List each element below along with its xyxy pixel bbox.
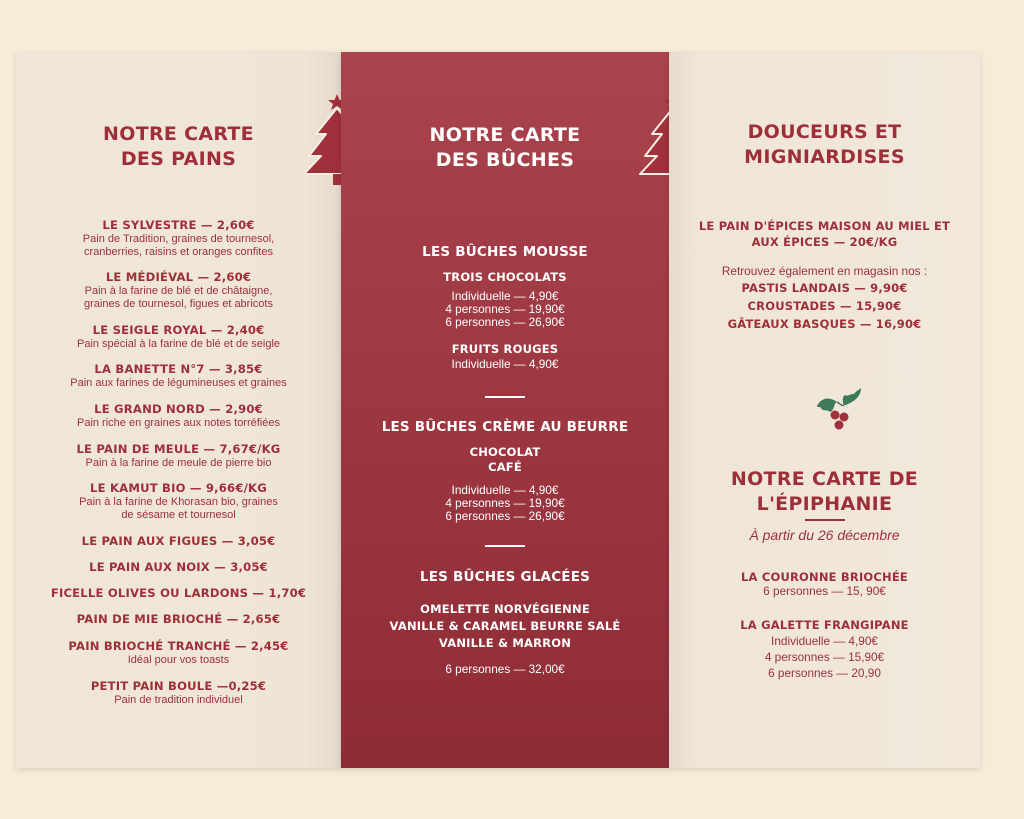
divider — [805, 519, 845, 521]
price-line: 6 personnes — 26,90€ — [445, 509, 565, 523]
pain-item: LA BANETTE N°7 — 3,85€ Pain aux farines de légumineuses et graines — [70, 362, 287, 389]
price-line: 4 personnes — 19,90€ — [445, 302, 565, 316]
price-line: 6 personnes — 15, 90€ — [763, 584, 886, 598]
holly-icon — [813, 384, 865, 436]
magasin-item: GÂTEAUX BASQUES — 16,90€ — [727, 317, 922, 331]
divider — [485, 396, 525, 398]
pain-item: PETIT PAIN BOULE —0,25€ Pain de tradition individuel — [90, 679, 267, 706]
price-line: Individuelle — 4,90€ — [451, 289, 559, 303]
price-line: Individuelle — 4,90€ — [451, 483, 559, 497]
flavor: VANILLE & CARAMEL BEURRE SALÉ — [389, 619, 621, 633]
panel-douceurs — [669, 52, 980, 768]
epiphanie-subtitle: À partir du 26 décembre — [749, 527, 900, 543]
divider — [485, 545, 525, 547]
buches-title: NOTRE CARTE DES BÛCHES — [429, 124, 581, 171]
flavor: CHOCOLAT — [469, 445, 541, 459]
pain-item: LE MÉDIÉVAL — 2,60€ Pain à la farine de blé et de châtaigne, graines de tournesol, figues et abricots — [84, 270, 273, 310]
pain-item: PAIN DE MIE BRIOCHÉ — 2,65€ — [76, 612, 281, 626]
price-line: 6 personnes — 32,00€ — [445, 662, 565, 676]
price-line: Individuelle — 4,90€ — [451, 357, 559, 371]
pain-epices: AUX ÉPICES — 20€/KG — [751, 235, 898, 249]
magasin-item: PASTIS LANDAIS — 9,90€ — [741, 281, 908, 295]
pain-item: PAIN BRIOCHÉ TRANCHÉ — 2,45€ Idéal pour vos toasts — [68, 639, 289, 666]
panel-pains — [16, 52, 341, 768]
price-line: 6 personnes — 20,90 — [768, 666, 881, 680]
panel-buches — [341, 52, 669, 768]
fruits-rouges-name: FRUITS ROUGES — [451, 342, 559, 356]
flavor: VANILLE & MARRON — [438, 636, 572, 650]
epiphanie-title: NOTRE CARTE DE L'ÉPIPHANIE — [730, 468, 919, 515]
price-line: Individuelle — 4,90€ — [771, 634, 878, 648]
pain-item: LE PAIN AUX FIGUES — 3,05€ — [81, 534, 276, 548]
price-line: 6 personnes — 26,90€ — [445, 315, 565, 329]
pain-item: LE SYLVESTRE — 2,60€ Pain de Tradition, graines de tournesol, cranberries, raisins et oranges confites — [82, 218, 275, 258]
price-line: 4 personnes — 19,90€ — [445, 496, 565, 510]
magasin-item: CROUSTADES — 15,90€ — [747, 299, 902, 313]
retrouvez-text: Retrouvez également en magasin nos : — [721, 264, 928, 278]
pain-item: LE KAMUT BIO — 9,66€/KG Pain à la farine de Khorasan bio, graines de sésame et tournesol — [79, 481, 278, 521]
galette-name: LA GALETTE FRANGIPANE — [740, 618, 909, 632]
couronne-name: LA COURONNE BRIOCHÉE — [741, 570, 908, 584]
pain-epices: LE PAIN D'ÉPICES MAISON AU MIEL ET — [698, 219, 951, 233]
pain-item: LE PAIN AUX NOIX — 3,05€ — [89, 560, 268, 574]
flavor: CAFÉ — [488, 460, 522, 474]
pain-item: LE PAIN DE MEULE — 7,67€/KG Pain à la farine de meule de pierre bio — [76, 442, 281, 469]
douceurs-title: DOUCEURS ET MIGNIARDISES — [744, 121, 905, 168]
pains-title: NOTRE CARTE DES PAINS — [103, 123, 254, 170]
price-line: 4 personnes — 15,90€ — [764, 650, 885, 664]
glacees-heading: LES BÛCHES GLACÉES — [419, 569, 591, 585]
trois-chocolats-name: TROIS CHOCOLATS — [443, 270, 567, 284]
creme-heading: LES BÛCHES CRÈME AU BEURRE — [381, 419, 629, 435]
pain-item: LE GRAND NORD — 2,90€ Pain riche en graines aux notes torréfiées — [76, 402, 280, 429]
mousse-heading: LES BÛCHES MOUSSE — [422, 244, 588, 260]
flavor: OMELETTE NORVÉGIENNE — [420, 602, 590, 616]
pain-item: LE SEIGLE ROYAL — 2,40€ Pain spécial à la farine de blé et de seigle — [76, 323, 281, 350]
pain-item: FICELLE OLIVES OU LARDONS — 1,70€ — [50, 586, 307, 600]
